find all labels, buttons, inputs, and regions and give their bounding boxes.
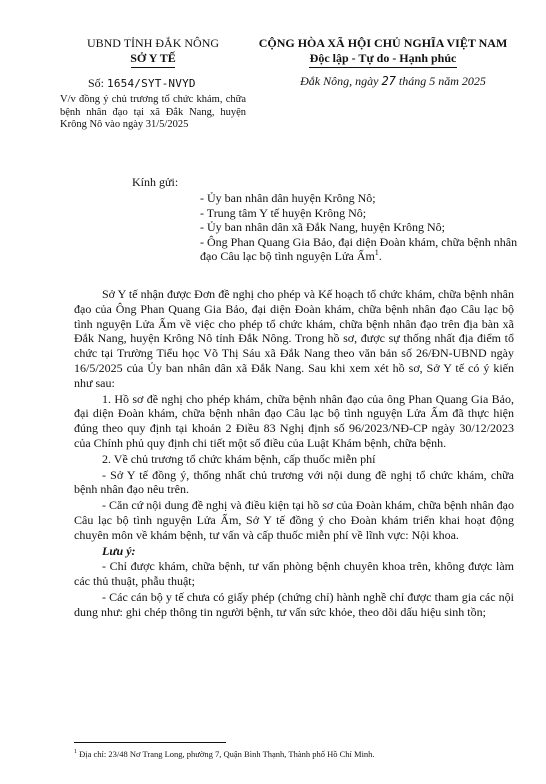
- body-paragraph: Sở Y tế nhận được Đơn đề nghị cho phép và Kế hoạch tổ chức khám, chữa bệnh nhân đạo của Ông Phan Quang Gia Bảo, đại diện Đoàn khám, chữa bệnh nhân đạo Câu lạc bộ tình nguyện Lửa Ấm về việc cho phép tổ chức khám, chữa bệnh nhân đạo trên địa bàn xã Đắk Nang, huyện Krông Nô tỉnh Đắk Nông. Trong hồ sơ, được sự thống nhất địa điểm tổ chức tại Trường Tiểu học Võ Thị Sáu xã Đắk Nang theo văn bản số 26/ĐN-UBND ngày 16/5/2025 của Ủy ban nhân dân xã Đắk Nang. Sau khi xem xét hồ sơ, Sở Y tế có ý kiến như sau:: [74, 287, 514, 390]
- body-paragraph: 1. Hồ sơ đề nghị cho phép khám, chữa bệnh nhân đạo của ông Phan Quang Gia Bảo, đại diện Đoàn khám, chữa bệnh nhân đạo Câu lạc bộ tình nguyện Lửa Ấm đã thực hiện đúng theo quy định tại khoản 2 Điều 83 Nghị định số 96/2023/NĐ-CP ngày 30/12/2023 của Chính phủ quy định chi tiết một số điều của Luật Khám bệnh, chữa bệnh.: [74, 391, 514, 450]
- body-paragraph: 2. Về chủ trương tổ chức khám bệnh, cấp thuốc miễn phí: [102, 451, 376, 466]
- body-paragraph: - Các cán bộ y tế chưa có giấy phép (chứng chỉ) hành nghề chỉ được tham gia các nội dung như: ghi chép thông tin người bệnh, tư vấn sức khỏe, theo dõi dấu hiệu sinh tồn;: [74, 589, 514, 619]
- issuing-department: SỞ Y TẾ: [130, 51, 176, 65]
- note-heading: [74, 544, 514, 559]
- national-title: CỘNG HÒA XÃ HỘI CHỦ NGHĨA VIỆT NAM: [258, 36, 508, 50]
- national-motto: Độc lập - Tự do - Hạnh phúc: [309, 51, 457, 65]
- date-line: [270, 74, 516, 89]
- recipient-item: - Trung tâm Y tế huyện Krông Nô;: [200, 205, 367, 220]
- national-header: [250, 36, 516, 68]
- footnote-separator: [74, 742, 226, 743]
- recipient-item: - Ủy ban nhân dân xã Đắk Nang, huyện Krông Nô;: [200, 220, 445, 235]
- document-number: [88, 76, 196, 91]
- body-paragraph: - Căn cứ nội dung đề nghị và điều kiện tại hồ sơ của Đoàn khám, chữa bệnh nhân đạo Câu lạc bộ tình nguyện Lửa Ấm, Sở Y tế đồng ý cho Đoàn khám triển khai hoạt động chuyên môn về khám bệnh, tư vấn và cấp thuốc miễn phí về lĩnh vực: Nội khoa.: [74, 498, 514, 542]
- department-underline: [131, 67, 175, 68]
- recipients-list: [200, 191, 518, 264]
- document-number-label: Số:: [88, 76, 105, 90]
- issuing-agency: UBND TỈNH ĐẮK NÔNG: [86, 36, 220, 50]
- recipient-item-end: .: [378, 249, 382, 264]
- body-paragraph: - Chỉ được khám, chữa bệnh, tư vấn phòng bệnh chuyên khoa trên, không được làm các thủ thuật, phẫu thuật;: [74, 559, 514, 589]
- motto-underline: [309, 67, 457, 68]
- document-subject: V/v đồng ý chủ trương tổ chức khám, chữa bệnh nhân đạo tại xã Đắk Nang, huyện Krông Nô vào ngày 31/5/2025: [60, 94, 246, 130]
- document-body: [74, 287, 514, 620]
- note-label: Lưu ý:: [102, 543, 136, 558]
- date-suffix: tháng 5 năm 2025: [398, 74, 486, 88]
- recipient-item-text: - Ông Phan Quang Gia Bảo, đại diện Đoàn khám, chữa bệnh nhân đạo Câu lạc bộ tình nguyện Lửa Ấm: [200, 234, 518, 264]
- body-paragraph: - Sở Y tế đồng ý, thống nhất chủ trương với nội dung đề nghị tổ chức khám, chữa bệnh nhân đạo nêu trên.: [74, 467, 514, 497]
- recipients-label: Kính gửi:: [132, 175, 179, 189]
- footnote-reference[interactable]: 1: [374, 248, 379, 258]
- footnote-text: Địa chỉ: 23/48 Nơ Trang Long, phường 7, Quận Bình Thạnh, Thành phố Hồ Chí Minh.: [79, 749, 375, 759]
- footnote-mark: 1: [74, 749, 77, 756]
- document-number-value: 1654/SYT-NVYD: [107, 77, 196, 90]
- footnote: [74, 749, 514, 759]
- issuer-block: [58, 36, 248, 68]
- recipient-item: [200, 235, 518, 264]
- date-prefix: Đắk Nông, ngày: [300, 74, 379, 88]
- date-day: 27: [381, 74, 396, 88]
- recipient-item: - Ủy ban nhân dân huyện Krông Nô;: [200, 191, 376, 205]
